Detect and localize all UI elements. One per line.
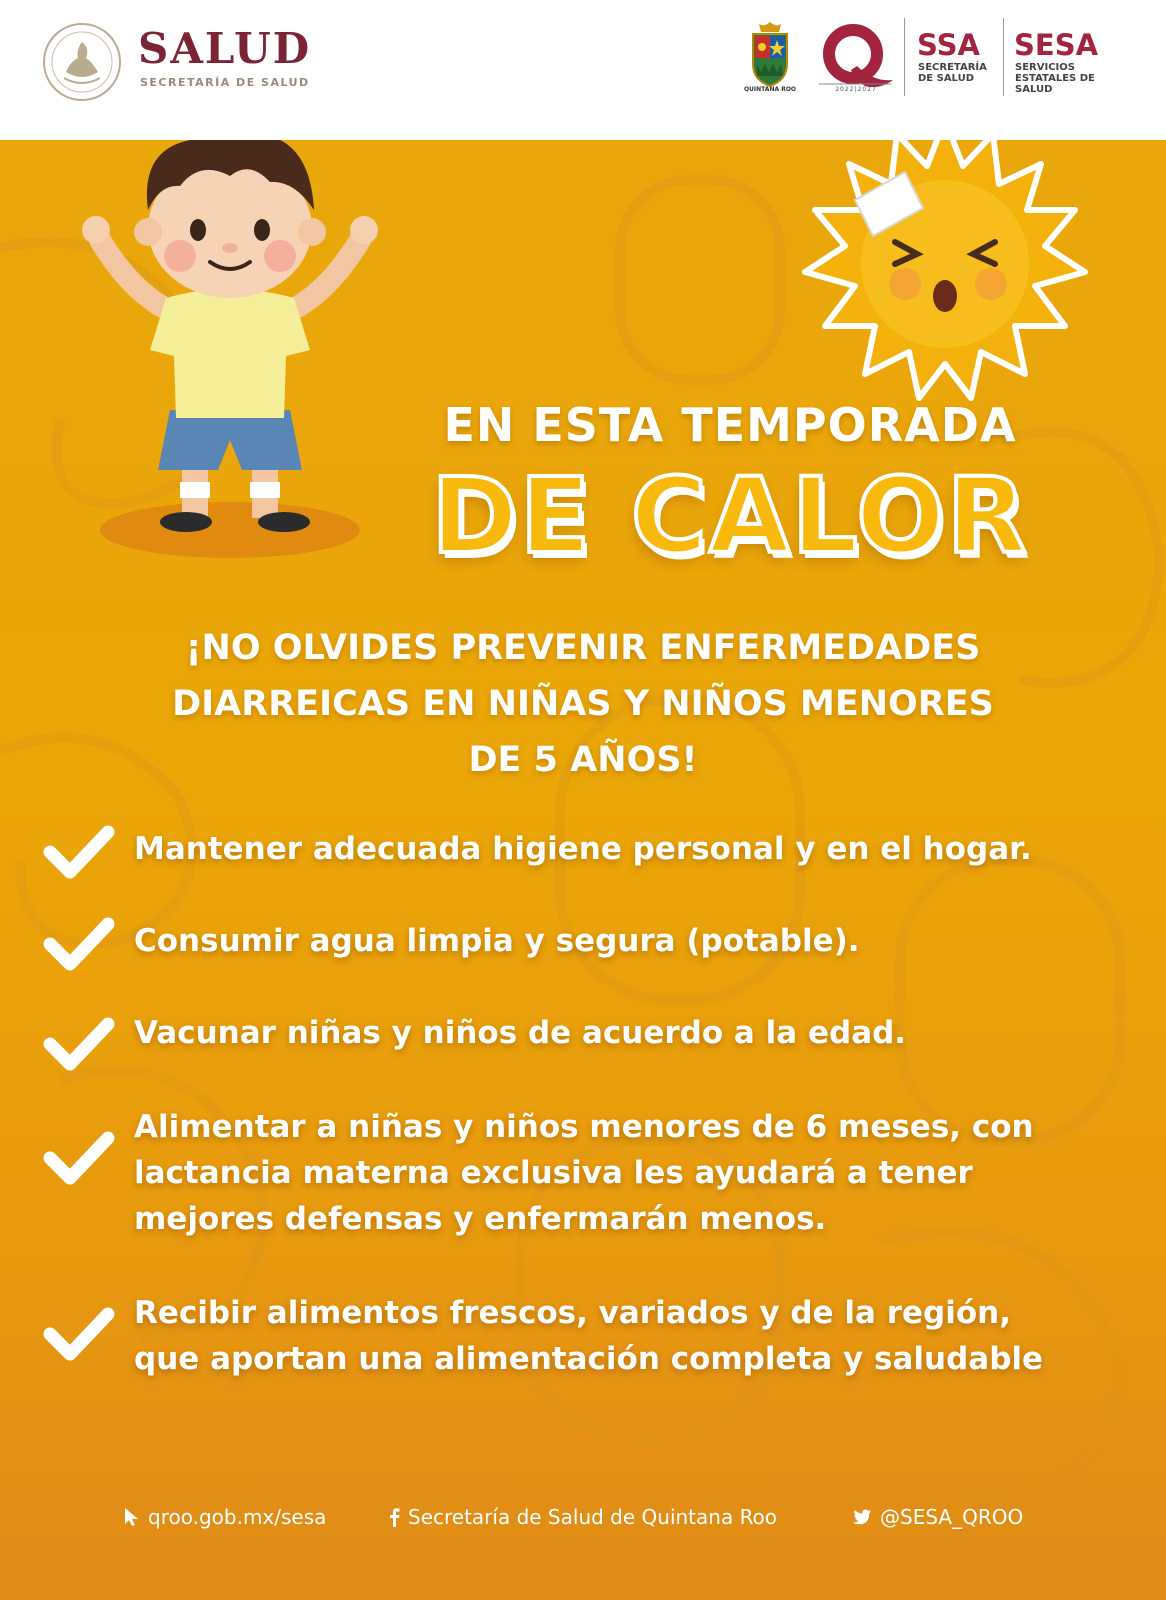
ssa-subtitle: SECRETARÍA DE SALUD: [918, 62, 987, 84]
tip-text: [134, 1104, 1144, 1242]
mexico-coat-of-arms-icon: [42, 22, 122, 102]
heading-small: EN ESTA TEMPORADA: [443, 398, 1017, 452]
tip-line: Consumir agua limpia y segura (potable).: [134, 923, 860, 959]
facebook-icon: [388, 1507, 400, 1527]
cursor-icon: [124, 1507, 140, 1527]
subtitle: [40, 620, 1126, 788]
sesa-subtitle: SERVICIOS ESTATALES DE SALUD: [1015, 62, 1095, 95]
tip-line: lactancia materna exclusiva les ayudará a tener: [134, 1155, 973, 1191]
boy-illustration: [70, 140, 400, 580]
quintana-roo-crest-icon: [745, 20, 795, 94]
check-icon: [40, 1128, 116, 1188]
check-icon: [40, 822, 116, 882]
subtitle-line: ¡NO OLVIDES PREVENIR ENFERMEDADES: [185, 628, 981, 668]
footer-facebook-text: Secretaría de Salud de Quintana Roo: [408, 1505, 778, 1529]
footer-twitter-text: @SESA_QROO: [880, 1505, 1024, 1529]
brand-title: SALUD: [138, 24, 312, 73]
tip-line: que aportan una alimentación completa y saludable: [134, 1341, 1044, 1377]
footer: [0, 1502, 1166, 1542]
header-divider: [1003, 18, 1004, 96]
tip-line: Alimentar a niñas y niños menores de 6 meses, con: [134, 1109, 1034, 1145]
footer-website-text: qroo.gob.mx/sesa: [148, 1505, 327, 1529]
crest-label: QUINTANA ROO: [743, 86, 797, 93]
tip-text: [134, 1290, 1144, 1382]
tip-text: [134, 1010, 1144, 1056]
check-icon: [40, 1304, 116, 1364]
footer-twitter-link[interactable]: [852, 1502, 1023, 1532]
q-logo-years: 2022|2027: [835, 86, 877, 93]
subtitle-line: DIARREICAS EN NIÑAS Y NIÑOS MENORES: [172, 684, 994, 724]
ssa-title: SSA: [917, 28, 980, 62]
header-divider: [904, 18, 905, 96]
sweating-sun-illustration: [795, 140, 1095, 402]
tip-text: [134, 826, 1144, 872]
check-icon: [40, 1014, 116, 1074]
tip-line: Recibir alimentos frescos, variados y de la región,: [134, 1295, 1011, 1331]
footer-website-link[interactable]: [124, 1502, 326, 1532]
twitter-icon: [852, 1508, 872, 1526]
footer-facebook-link[interactable]: [388, 1502, 777, 1532]
tip-line: Vacunar niñas y niños de acuerdo a la edad.: [134, 1015, 907, 1051]
subtitle-line: DE 5 AÑOS!: [468, 740, 698, 780]
brand-subtitle: SECRETARÍA DE SALUD: [140, 76, 310, 89]
tip-line: mejores defensas y enfermarán menos.: [134, 1201, 827, 1237]
poster-body: [0, 140, 1166, 1600]
quintana-roo-q-logo-icon: [813, 20, 899, 96]
header-bar: [0, 0, 1166, 140]
tip-text: [134, 918, 1144, 964]
heading-big: DE CALOR: [431, 455, 1029, 577]
tip-line: Mantener adecuada higiene personal y en el hogar.: [134, 831, 1032, 867]
check-icon: [40, 914, 116, 974]
sesa-title: SESA: [1014, 28, 1099, 62]
